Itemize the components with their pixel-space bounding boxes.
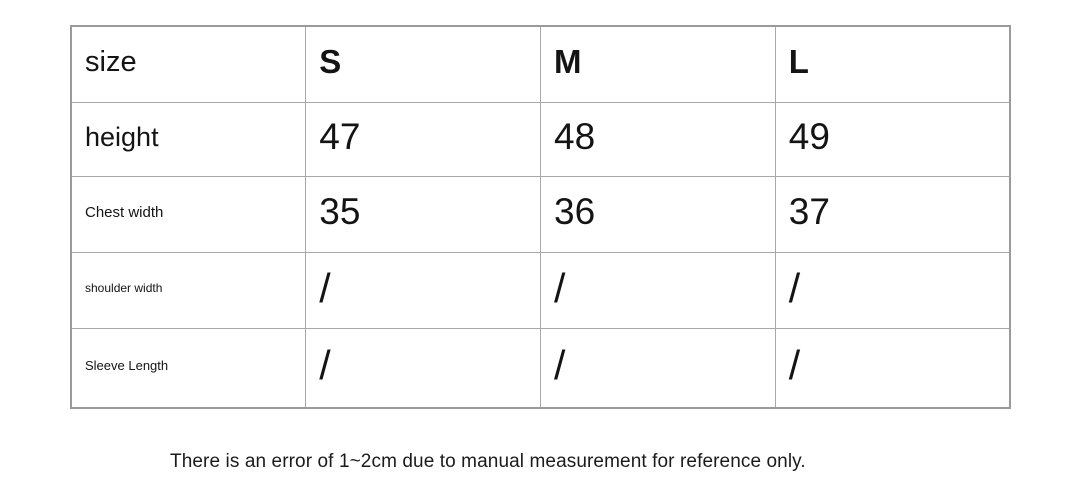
- table-row-sleeve-length: [71, 328, 1010, 408]
- column-header-s: S: [306, 26, 541, 102]
- chest-l-value: 37: [775, 176, 1010, 252]
- row-label-shoulder-width: shoulder width: [71, 252, 306, 328]
- sleeve-m-value: /: [541, 328, 776, 408]
- column-header-size: size: [71, 26, 306, 102]
- column-header-l: L: [775, 26, 1010, 102]
- table-header-row: [71, 26, 1010, 102]
- chest-s-value: 35: [306, 176, 541, 252]
- shoulder-l-value: /: [775, 252, 1010, 328]
- height-l-value: 49: [775, 102, 1010, 176]
- table-row-shoulder-width: [71, 252, 1010, 328]
- measurement-disclaimer-note: There is an error of 1~2cm due to manual measurement for reference only.: [170, 451, 806, 472]
- row-label-height: height: [71, 102, 306, 176]
- chest-m-value: 36: [541, 176, 776, 252]
- row-label-chest-width: Chest width: [71, 176, 306, 252]
- table-row-chest-width: [71, 176, 1010, 252]
- column-header-m: M: [541, 26, 776, 102]
- height-m-value: 48: [541, 102, 776, 176]
- shoulder-m-value: /: [541, 252, 776, 328]
- row-label-sleeve-length: Sleeve Length: [71, 328, 306, 408]
- table-row-height: [71, 102, 1010, 176]
- shoulder-s-value: /: [306, 252, 541, 328]
- sleeve-l-value: /: [775, 328, 1010, 408]
- size-chart-table: [70, 25, 1011, 409]
- sleeve-s-value: /: [306, 328, 541, 408]
- height-s-value: 47: [306, 102, 541, 176]
